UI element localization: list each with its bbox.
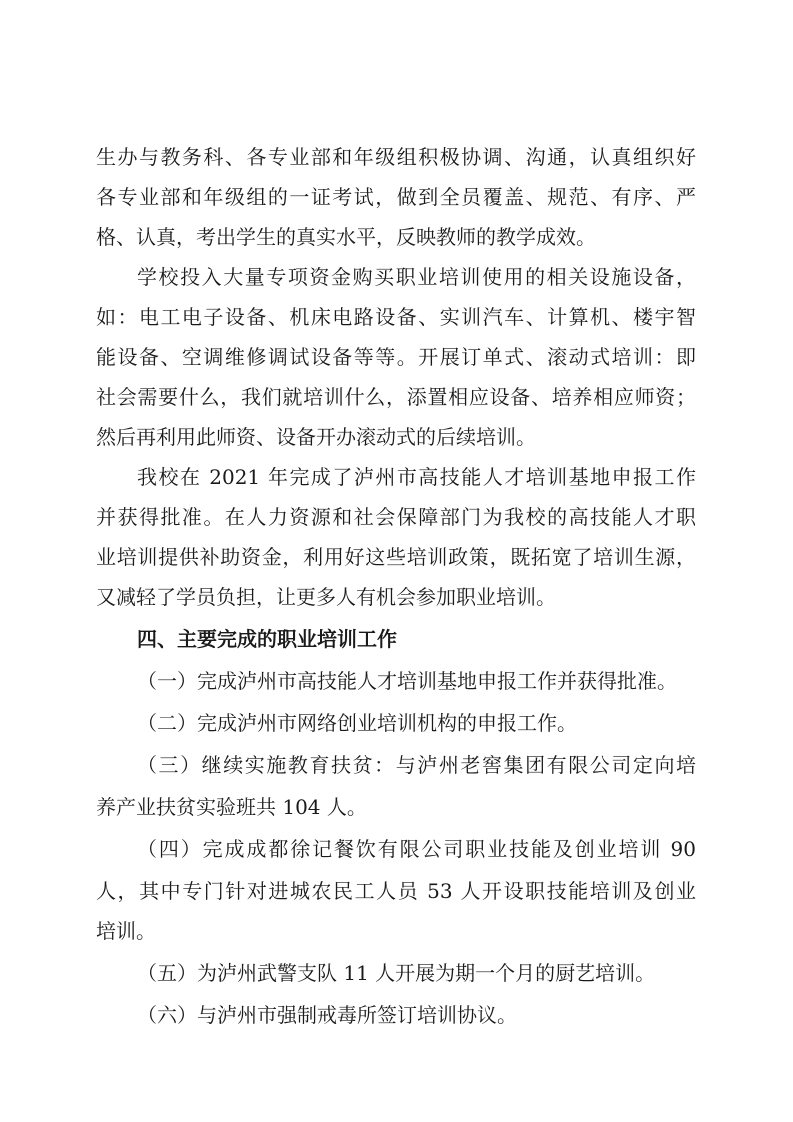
paragraph-3-line-2: 并获得批准。在人力资源和社会保障部门为我校的高技能人才职 <box>96 505 696 529</box>
list-item-5: （五）为泸州武警支队 11 人开展为期一个月的厨艺培训。 <box>137 961 656 985</box>
list-item-4-line-1: （四）完成成都徐记餐饮有限公司职业技能及创业培训 90 <box>137 837 696 861</box>
list-item-4-line-2: 人，其中专门针对进城农民工人员 53 人开设职技能培训及创业 <box>96 879 696 903</box>
list-item-4-line-3: 培训。 <box>96 919 156 943</box>
list-item-6: （六）与泸州市强制戒毒所签订培训协议。 <box>137 1003 517 1027</box>
paragraph-2-line-5: 然后再利用此师资、设备开办滚动式的后续培训。 <box>96 425 536 449</box>
list-item-3-line-2: 养产业扶贫实验班共 104 人。 <box>96 795 367 819</box>
paragraph-1-line-3: 格、认真，考出学生的真实水平，反映教师的教学成效。 <box>96 225 596 249</box>
list-item-1: （一）完成泸州市高技能人才培训基地申报工作并获得批准。 <box>137 669 677 693</box>
section-heading: 四、主要完成的职业培训工作 <box>137 627 397 651</box>
paragraph-1-line-2: 各专业部和年级组的一证考试，做到全员覆盖、规范、有序、严 <box>96 185 696 209</box>
paragraph-3-line-3: 业培训提供补助资金，利用好这些培训政策，既拓宽了培训生源， <box>96 545 696 569</box>
paragraph-2-line-3: 能设备、空调维修调试设备等等。开展订单式、滚动式培训：即 <box>96 345 696 369</box>
paragraph-3-line-1: 我校在 2021 年完成了泸州市高技能人才培训基地申报工作 <box>137 465 696 489</box>
paragraph-2-line-2: 如：电工电子设备、机床电路设备、实训汽车、计算机、楼宇智 <box>96 305 696 329</box>
paragraph-2-line-4: 社会需要什么，我们就培训什么，添置相应设备、培养相应师资； <box>96 385 696 409</box>
paragraph-3-line-4: 又减轻了学员负担，让更多人有机会参加职业培训。 <box>96 585 556 609</box>
list-item-2: （二）完成泸州市网络创业培训机构的申报工作。 <box>137 711 577 735</box>
paragraph-2-line-1: 学校投入大量专项资金购买职业培训使用的相关设施设备， <box>137 265 696 289</box>
list-item-3-line-1: （三）继续实施教育扶贫：与泸州老窖集团有限公司定向培 <box>137 753 696 777</box>
paragraph-1-line-1: 生办与教务科、各专业部和年级组积极协调、沟通，认真组织好 <box>96 145 696 169</box>
